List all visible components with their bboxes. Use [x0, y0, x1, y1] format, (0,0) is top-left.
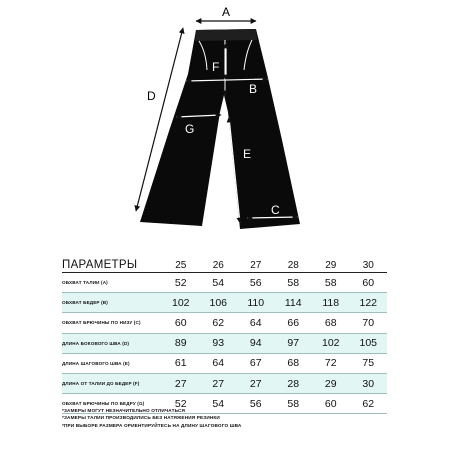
table-cell: 56	[249, 397, 262, 410]
row-label: ОБХВАТ БРЮЧИНЫ ПО БЕДРУ (G)	[62, 401, 145, 407]
table-cell: 68	[324, 316, 337, 329]
table-cell: 122	[359, 296, 378, 309]
table-cell: 102	[321, 337, 340, 350]
table-cell: 60	[362, 276, 375, 289]
table-cell: 30	[362, 377, 375, 390]
row-label: ОБХВАТ ТАЛИИ (A)	[62, 280, 108, 286]
table-row-waist-to-hip	[62, 374, 387, 394]
row-label: ОБХВАТ БЕДЕР (B)	[62, 300, 108, 306]
table-cell: 118	[322, 296, 340, 309]
size-table-header	[62, 256, 387, 273]
measure-label-d: D	[147, 89, 156, 103]
table-cell: 106	[209, 296, 228, 309]
table-cell: 66	[287, 316, 300, 329]
measure-label-c: C	[271, 203, 280, 217]
table-cell: 62	[362, 397, 375, 410]
size-column-27: 27	[250, 260, 262, 271]
table-cell: 75	[362, 357, 375, 370]
table-cell: 110	[247, 296, 265, 309]
table-cell: 60	[324, 397, 337, 410]
size-column-30: 30	[362, 260, 374, 271]
row-label: ОБХВАТ БРЮЧИНЫ ПО НИЗУ (C)	[62, 320, 141, 326]
table-row-inseam	[62, 354, 387, 374]
pants-silhouette	[140, 29, 300, 229]
measure-label-f: F	[212, 60, 220, 74]
table-cell: 28	[287, 377, 300, 390]
table-cell: 64	[249, 316, 262, 329]
table-row-hips	[62, 293, 387, 313]
table-cell: 68	[287, 357, 300, 370]
table-cell: 54	[212, 276, 225, 289]
table-cell: 64	[212, 357, 225, 370]
footnote: *ЗАМЕРЫ ТАЛИИ ПРОИЗВОДИЛИСЬ БЕЗ НАТЯЖЕНИЯ РЕЗИНКИ	[62, 415, 220, 421]
table-cell: 102	[171, 296, 190, 309]
table-cell: 27	[212, 377, 225, 390]
table-cell: 97	[287, 337, 300, 350]
waistband	[195, 29, 257, 41]
table-row-waist	[62, 273, 387, 293]
table-cell: 72	[324, 357, 337, 370]
row-label: ДЛИНА ОТ ТАЛИИ ДО БЕДЕР (F)	[62, 381, 140, 387]
measure-label-e: E	[243, 147, 252, 161]
size-column-29: 29	[325, 260, 337, 271]
table-cell: 93	[212, 337, 225, 350]
table-row-hem	[62, 313, 387, 333]
table-cell: 60	[174, 316, 187, 329]
measure-label-g: G	[185, 122, 195, 136]
size-column-26: 26	[212, 260, 224, 271]
table-cell: 58	[287, 397, 300, 410]
table-cell: 27	[174, 377, 187, 390]
size-column-28: 28	[287, 260, 299, 271]
footnote: *ПРИ ВЫБОРЕ РАЗМЕРА ОРИЕНТИРУЙТЕСЬ НА ДЛИНУ ШАГОВОГО ШВА	[62, 422, 242, 428]
table-cell: 52	[174, 276, 187, 289]
table-cell: 89	[174, 337, 187, 350]
footnote: *ЗАМЕРЫ МОГУТ НЕЗНАЧИТЕЛЬНО ОТЛИЧАТЬСЯ	[62, 408, 186, 413]
table-title: ПАРАМЕТРЫ	[62, 259, 138, 271]
table-cell: 70	[362, 316, 375, 329]
row-label: ДЛИНА БОКОВОГО ШВА (D)	[62, 340, 130, 346]
table-cell: 58	[287, 276, 300, 289]
table-cell: 105	[359, 337, 378, 350]
table-cell: 56	[249, 276, 262, 289]
table-cell: 114	[284, 296, 302, 309]
size-table	[62, 256, 387, 414]
measure-label-a: A	[221, 5, 231, 19]
table-cell: 52	[174, 397, 187, 410]
size-column-25: 25	[175, 260, 187, 271]
table-cell: 94	[249, 337, 262, 350]
table-cell: 67	[249, 357, 262, 370]
row-label: ДЛИНА ШАГОВОГО ШВА (E)	[62, 360, 130, 366]
table-cell: 29	[324, 377, 337, 390]
table-cell: 61	[174, 357, 187, 370]
table-cell: 62	[212, 316, 225, 329]
table-cell: 27	[249, 377, 262, 390]
table-cell: 54	[212, 397, 225, 410]
table-row-side-seam	[62, 334, 387, 354]
measure-label-b: B	[249, 82, 258, 96]
table-cell: 58	[324, 276, 337, 289]
footnotes	[62, 407, 392, 429]
